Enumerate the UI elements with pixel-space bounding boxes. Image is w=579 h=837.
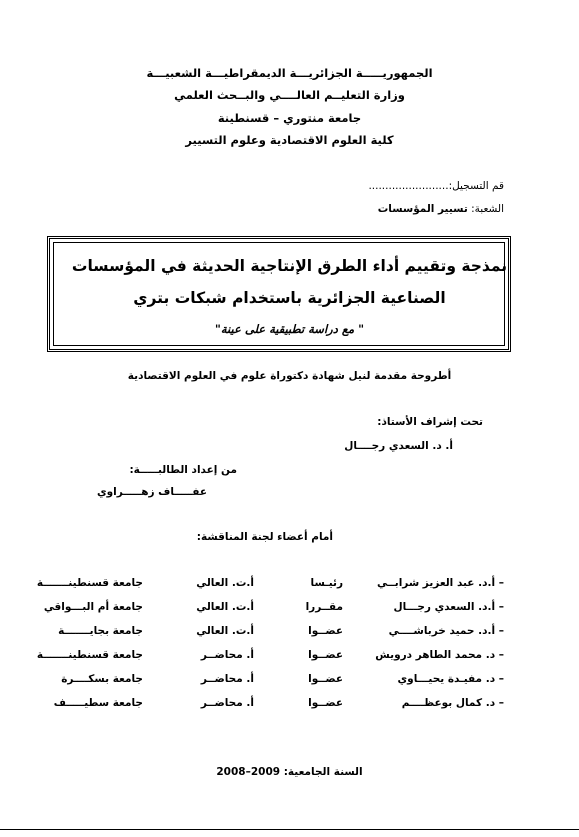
member-university: جامعة بسكــــرة [61, 673, 143, 685]
committee-row [0, 697, 579, 713]
member-role: عضــوا [308, 625, 343, 637]
student-label: من إعداد الطالبـــــة: [129, 464, 237, 476]
member-name: – أ.د. حميد خرباشــــي [388, 625, 504, 637]
committee-row [0, 673, 579, 689]
academic-year-value: 2008–2009 [216, 766, 281, 778]
branch-value: تسيير المؤسسات [377, 203, 468, 215]
registration-number [368, 180, 504, 192]
member-rank: أ. محاضــر [200, 649, 254, 661]
title-line-2: الصناعية الجزائرية باستخدام شبكات بتري [133, 289, 446, 307]
member-rank: أ.ت. العالي [196, 625, 254, 637]
title-line-3: " مع دراسة تطبيقية على عينة" [214, 322, 365, 336]
member-name: – د. مفيـدة يحيـــاوي [397, 673, 504, 685]
member-rank: أ. محاضــر [200, 697, 254, 709]
member-rank: أ. محاضــر [200, 673, 254, 685]
committee-row [0, 625, 579, 641]
member-name: – د. كمال بوعظــــم [401, 697, 504, 709]
member-name: – د. محمد الطاهر درويش [375, 649, 504, 661]
member-role: عضــوا [308, 697, 343, 709]
committee-label: أمام أعضاء لجنة المناقشة: [196, 531, 333, 543]
supervisor-name: أ. د. السعدي رجــــال [344, 440, 453, 452]
student-name: عفـــــاف زهـــــراوي [96, 486, 207, 498]
university-line: جامعة منتوري – قسنطينة [217, 111, 362, 125]
committee-row [0, 577, 579, 593]
registration-number-label: قم التسجيل: [448, 180, 504, 192]
supervisor-label: تحت إشراف الأستاذ: [377, 416, 483, 428]
member-name: – أ.د. عبد العزيز شرابــي [376, 577, 504, 589]
member-role: عضــوا [308, 649, 343, 661]
academic-year [0, 766, 579, 778]
republic-line: الجمهوريـــــة الجزائريـــة الديمقراطيـــة الشعبيـــة [146, 66, 433, 80]
member-university: جامعة سطيـــــف [53, 697, 143, 709]
member-role: عضــوا [308, 673, 343, 685]
member-university: جامعة قسنطينـــــــة [36, 577, 143, 589]
branch [378, 203, 504, 215]
member-university: جامعة قسنطينـــــــة [36, 649, 143, 661]
member-role: مقــررا [305, 601, 343, 613]
member-role: رئيـسا [310, 577, 343, 589]
committee-row [0, 601, 579, 617]
member-university: جامعة بجايـــــــة [58, 625, 143, 637]
branch-label: الشعبة: [471, 203, 504, 215]
ministry-line: وزارة التعليــم العالــــي والبــحث العلمي [174, 88, 405, 102]
member-university: جامعة أم البـــواقي [43, 601, 143, 613]
faculty-line: كلية العلوم الاقتصادية وعلوم التسيير [185, 133, 394, 147]
member-rank: أ.ت. العالي [196, 577, 254, 589]
member-name: – أ.د. السعدي رجـــال [393, 601, 504, 613]
thesis-note: أطروحة مقدمة لنيل شهادة دكتوراة علوم في العلوم الاقتصادية [127, 370, 452, 382]
academic-year-label: السنة الجامعية: [283, 766, 363, 778]
member-rank: أ.ت. العالي [196, 601, 254, 613]
title-line-1: نمذجة وتقييم أداء الطرق الإنتاجية الحديثة في المؤسسات [71, 257, 508, 275]
bottom-rule [0, 829, 579, 830]
committee-row [0, 649, 579, 665]
registration-number-dots: ........................ [368, 180, 449, 192]
